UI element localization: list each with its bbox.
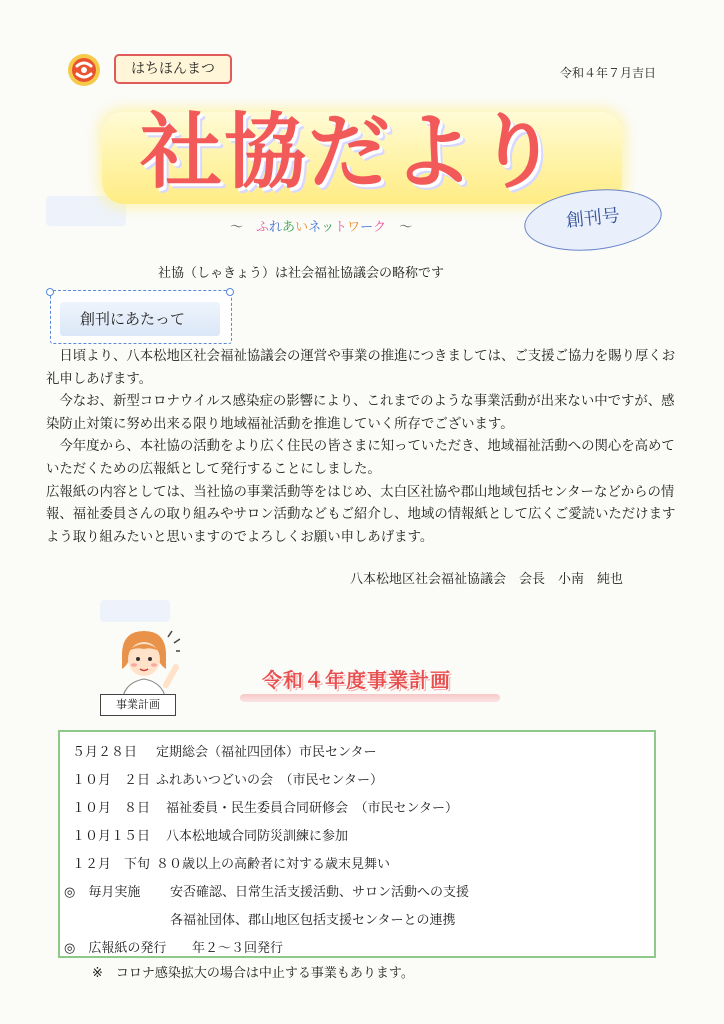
section-heading: 創刊にあたって: [60, 302, 220, 336]
title-underline: [240, 694, 500, 702]
signature: 八本松地区社会福祉協議会 会長 小南 純也: [350, 572, 624, 587]
logo-icon: [66, 52, 102, 88]
subtitle-char: ワ: [347, 220, 361, 235]
plan-row: [72, 853, 390, 872]
plan-label: 事業計画: [100, 694, 176, 716]
subtitle-char: ～: [230, 220, 257, 235]
subtitle-char: ー: [360, 220, 374, 235]
monthly-line: 安否確認、日常生活支援活動、サロン活動への支援: [170, 885, 470, 900]
issue-badge: 創刊号: [521, 183, 665, 257]
plan-row: [72, 769, 383, 788]
paragraph: 広報紙の内容としては、当社協の事業活動等をはじめ、太白区社協や郡山地域包括センターなどからの情報、福祉委員さんの取り組みやサロン活動などもご紹介し、地域の情報紙として広くご愛読いただけますよう取り組みたいと思いますのでよろしくお願い申しあげます。: [46, 484, 676, 545]
character-illustration-icon: [108, 625, 180, 705]
paragraph: 今年度から、本社協の活動をより広く住民の皆さまに知っていただき、地域福祉活動への関心を高めていただくための広報紙として発行することにしました。: [46, 439, 675, 477]
paragraph: 今なお、新型コロナウイルス感染症の影響により、これまでのような事業活動が出来ない中ですが、感染防止対策に努め出来る限り地域福祉活動を推進していく所存でございます。: [46, 394, 675, 432]
paragraph: 日頃より、八本松地区社会福祉協議会の運営や事業の推進につきましては、ご支援ご協力を賜り厚くお礼申しあげます。: [46, 349, 676, 387]
section-body: [46, 346, 682, 549]
subtitle: [230, 216, 412, 235]
plan-date: １０月 ８日: [72, 801, 151, 816]
plan-text: 福祉委員・民生委員合同研修会 （市民センター）: [166, 801, 458, 816]
plan-date: ５月２８日: [72, 745, 138, 760]
subtitle-char: ト: [334, 220, 348, 235]
footnote: ※ コロナ感染拡大の場合は中止する事業もあります。: [92, 966, 414, 981]
pin-icon: [226, 288, 234, 296]
plan-text: 定期総会（福祉四団体）市民センター: [156, 745, 377, 760]
page-title: 社協だより: [140, 105, 561, 200]
subtitle-char: ク: [373, 220, 387, 235]
subtitle-char: い: [295, 220, 309, 235]
plan-text: ふれあいつどいの会 （市民センター）: [156, 773, 383, 788]
issue-date: 令和４年７月吉日: [560, 66, 657, 80]
subtitle-char: ネ: [308, 220, 322, 235]
newsletter-text: 年２～３回発行: [192, 941, 284, 956]
plan-date: １２月 下旬: [72, 857, 151, 872]
plan-text: ８０歳以上の高齢者に対する歳末見舞い: [156, 857, 391, 872]
subtitle-char: れ: [269, 220, 283, 235]
show-through-block: [100, 600, 170, 622]
subtitle-char: ッ: [321, 220, 335, 235]
plan-date: １０月１５日: [72, 829, 151, 844]
subtitle-char: ～: [386, 220, 413, 235]
intro-text: 社協（しゃきょう）は社会福祉協議会の略称です: [158, 266, 445, 281]
plan-row: [72, 825, 348, 844]
monthly-label: ◎ 毎月実施: [64, 885, 141, 900]
subtitle-char: ふ: [256, 220, 270, 235]
monthly-line: 各福祉団体、郡山地区包括支援センターとの連携: [170, 913, 456, 928]
plan-row: [72, 741, 376, 760]
plan-text: 八本松地域合同防災訓練に参加: [166, 829, 349, 844]
pin-icon: [46, 288, 54, 296]
newsletter-label: ◎ 広報紙の発行: [64, 941, 167, 956]
plan-date: １０月 ２日: [72, 773, 151, 788]
plan-row: [72, 797, 458, 816]
tagline-badge: はちほんまつ: [114, 54, 232, 84]
subtitle-char: あ: [282, 220, 296, 235]
plan-title: 令和４年度事業計画: [262, 668, 451, 692]
